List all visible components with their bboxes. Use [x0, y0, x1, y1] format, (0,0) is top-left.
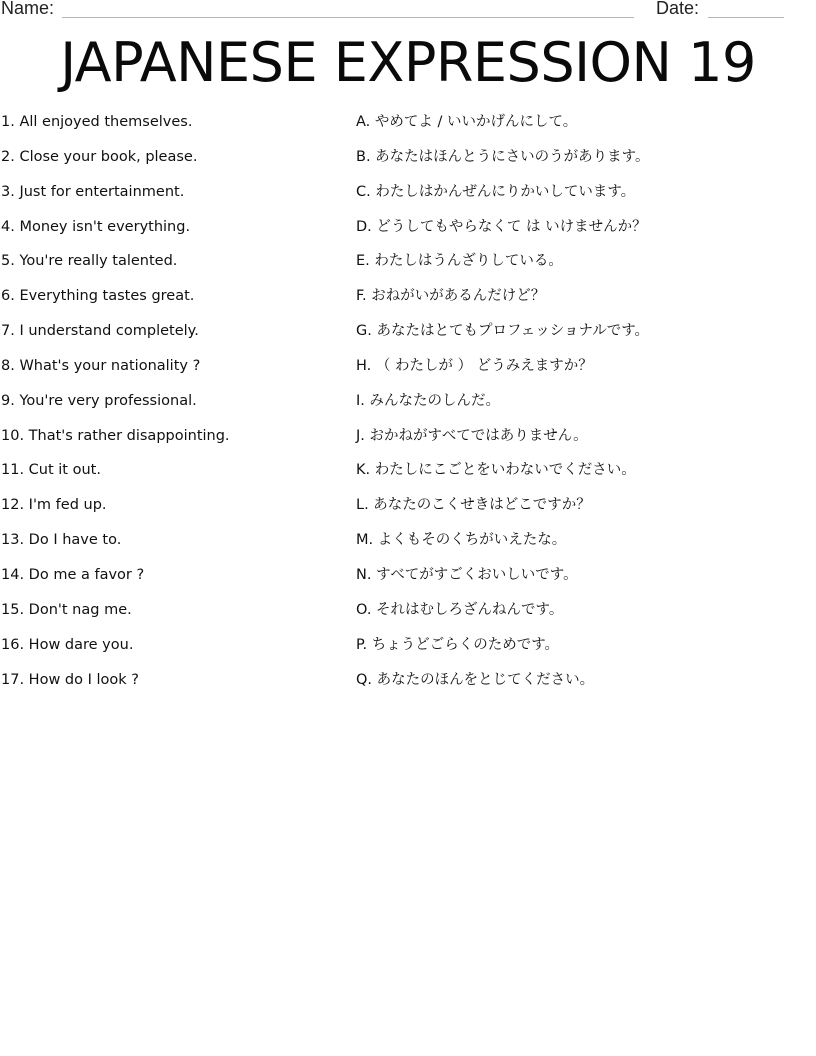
- clue-item: 7. I understand completely.: [1, 323, 199, 340]
- clue-item: 3. Just for entertainment.: [1, 183, 185, 200]
- english-clues-list: [1, 112, 341, 704]
- clue-item: 14. Do me a favor ?: [1, 566, 145, 583]
- answer-item: I. みんなたのしんだ。: [356, 392, 500, 409]
- answer-item: L. あなたのこくせきはどこですか？: [356, 497, 591, 514]
- answer-item: D. どうしてもやらなくて は いけませんか？: [356, 218, 647, 235]
- name-field-line[interactable]: [62, 17, 634, 18]
- answer-item: A. やめてよ / いいかげんにして。: [356, 114, 578, 130]
- worksheet-header: [0, 0, 816, 24]
- clue-item: 12. I'm fed up.: [1, 497, 107, 514]
- clue-item: 8. What's your nationality ?: [1, 357, 201, 374]
- clue-item: 4. Money isn't everything.: [1, 218, 191, 235]
- answer-item: P. ちょうどごらくのためです。: [356, 636, 560, 653]
- clue-item: 5. You're really talented.: [1, 253, 178, 270]
- clue-item: 9. You're very professional.: [1, 392, 197, 409]
- answer-item: O. それはむしろざんねんです。: [356, 601, 564, 618]
- answer-item: Q. あなたのほんをとじてください。: [356, 671, 595, 688]
- clue-item: 10. That's rather disappointing.: [1, 427, 230, 444]
- answer-item: H. （ わたしが ） どうみえますか？: [356, 357, 593, 374]
- clue-item: 17. How do I look ?: [1, 671, 139, 688]
- answer-item: M. よくもそのくちがいえたな。: [356, 532, 567, 549]
- answer-item: K. わたしにこごとをいわないでください。: [356, 462, 636, 479]
- clue-item: 15. Don't nag me.: [1, 601, 132, 618]
- clue-item: 1. All enjoyed themselves.: [1, 114, 193, 130]
- japanese-answers-list: [356, 112, 796, 704]
- clue-item: 11. Cut it out.: [1, 462, 101, 479]
- clue-item: 13. Do I have to.: [1, 532, 122, 549]
- answer-item: N. すべてがすごくおいしいです。: [356, 566, 578, 583]
- clue-item: 16. How dare you.: [1, 636, 134, 653]
- name-label: Name:: [1, 0, 55, 18]
- answer-item: F. おねがいがあるんだけど？: [356, 288, 546, 305]
- answer-item: B. あなたはほんとうにさいのうがあります。: [356, 148, 650, 165]
- answer-item: E. わたしはうんざりしている。: [356, 253, 563, 270]
- answer-item: G. あなたはとてもプロフェッショナルです。: [356, 323, 650, 340]
- answer-item: C. わたしはかんぜんにりかいしています。: [356, 183, 636, 200]
- date-label: Date:: [656, 0, 700, 18]
- page-title: JAPANESE EXPRESSION 19: [60, 31, 756, 94]
- clue-item: 6. Everything tastes great.: [1, 288, 195, 305]
- date-field-line[interactable]: [708, 17, 784, 18]
- answer-item: J. おかねがすべてではありません。: [356, 427, 588, 444]
- clue-item: 2. Close your book, please.: [1, 148, 198, 165]
